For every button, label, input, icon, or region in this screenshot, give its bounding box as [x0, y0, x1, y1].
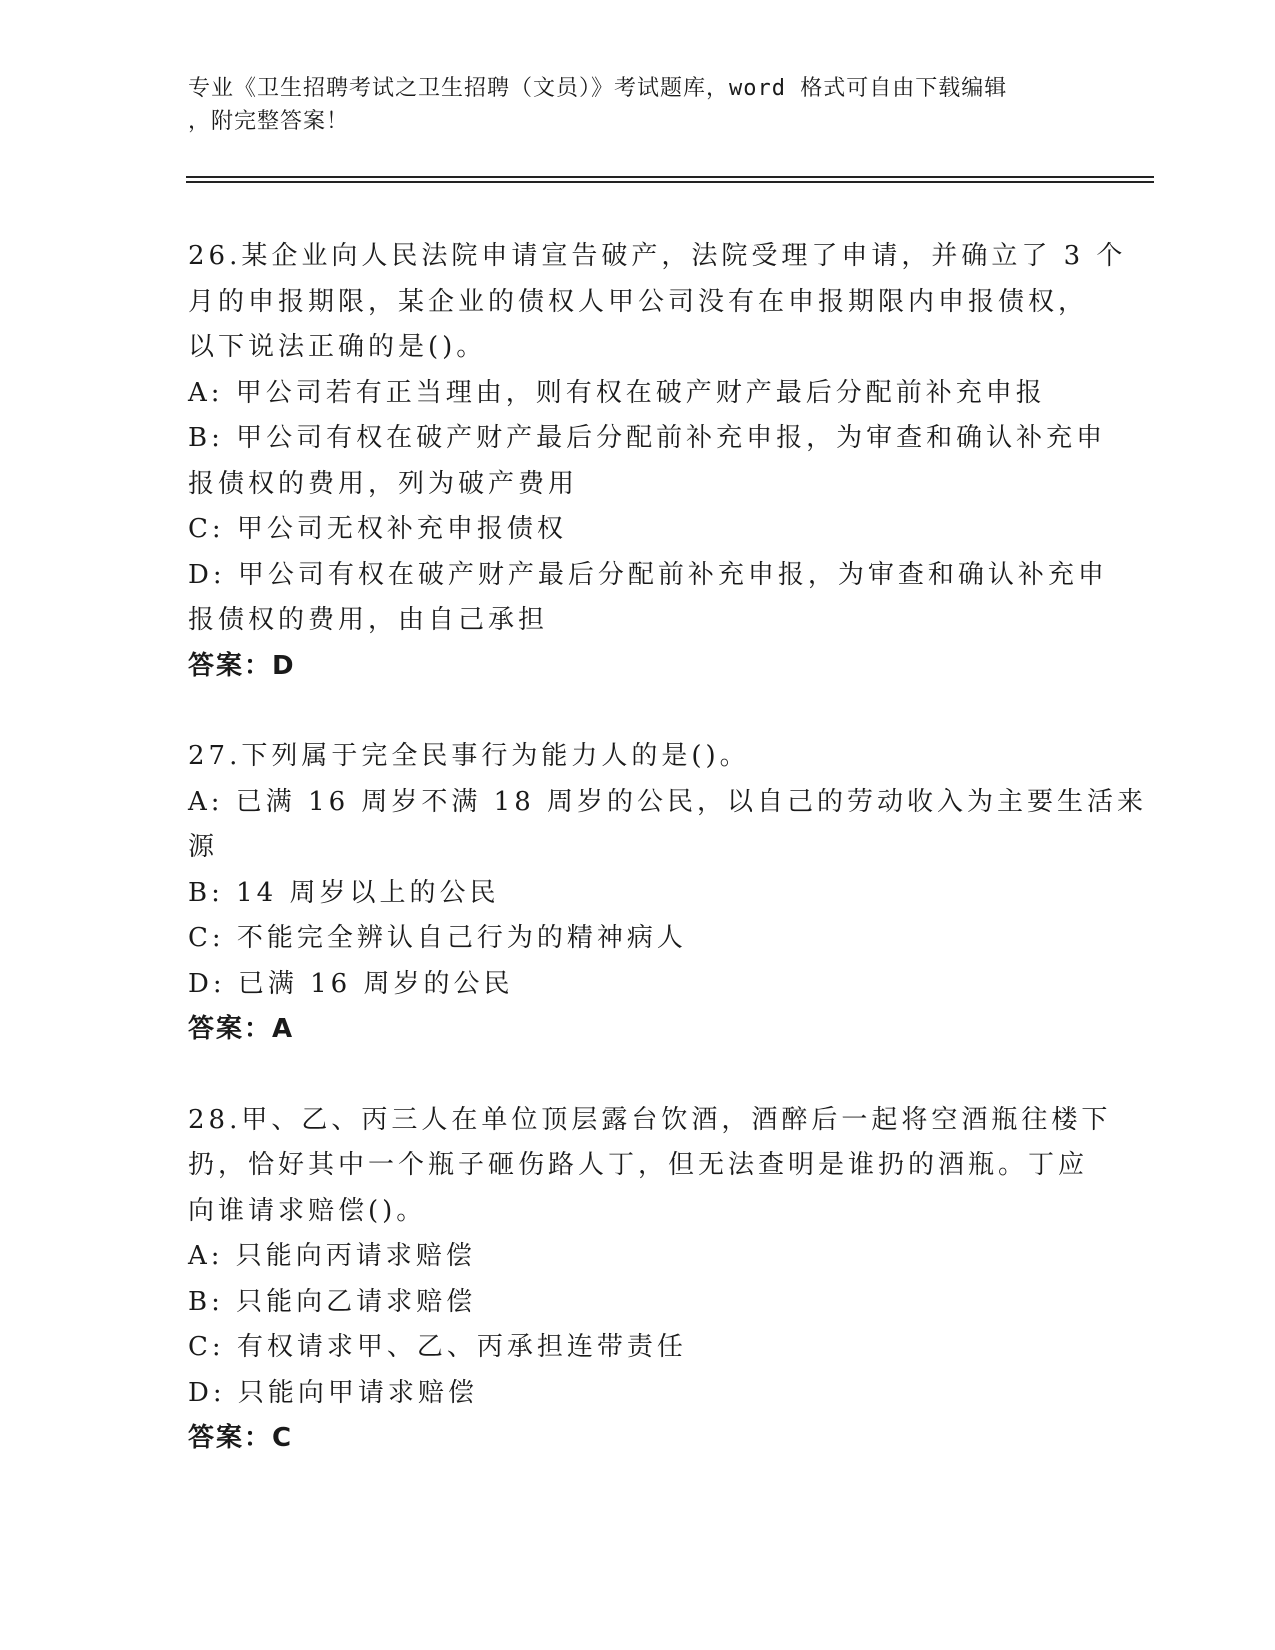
- header-divider-bottom: [186, 181, 1154, 183]
- option-b: B: 只能向乙请求赔偿: [188, 1286, 477, 1317]
- option-b: B: 甲公司有权在破产财产最后分配前补充申报，为审查和确认补充申: [188, 423, 1107, 453]
- document-header: [188, 72, 1088, 138]
- option-a: A: 甲公司若有正当理由，则有权在破产财产最后分配前补充申报: [188, 377, 1046, 408]
- header-line-2: ，附完整答案！: [188, 109, 350, 134]
- option-d-continued: 报债权的费用，由自己承担: [188, 605, 549, 635]
- question-27: [188, 734, 1148, 1053]
- option-c: C: 不能完全辨认自己行为的精神病人: [188, 923, 687, 953]
- question-stem-line: 月的申报期限，某企业的债权人甲公司没有在申报期限内申报债权，: [188, 286, 1089, 317]
- question-stem-line: 向谁请求赔偿()。: [188, 1195, 427, 1226]
- option-a-continued: 源: [188, 832, 219, 862]
- option-d: D: 只能向甲请求赔偿: [188, 1377, 478, 1408]
- answer-label: 答案：D: [188, 650, 296, 681]
- question-stem-line: 扔，恰好其中一个瓶子砸伤路人丁，但无法查明是谁扔的酒瓶。丁应: [188, 1150, 1089, 1180]
- question-stem-line: 28.甲、乙、丙三人在单位顶层露台饮酒，酒醉后一起将空酒瓶往楼下: [188, 1104, 1112, 1135]
- question-26: [188, 234, 1127, 689]
- option-c: C: 甲公司无权补充申报债权: [188, 514, 567, 544]
- option-d: D: 已满 16 周岁的公民: [188, 968, 514, 999]
- header-divider-top: [186, 176, 1154, 178]
- option-c: C: 有权请求甲、乙、丙承担连带责任: [188, 1332, 687, 1362]
- option-b-continued: 报债权的费用，列为破产费用: [188, 468, 579, 499]
- question-stem-line: 26.某企业向人民法院申请宣告破产，法院受理了申请，并确立了 3 个: [188, 241, 1127, 271]
- question-stem-line: 27.下列属于完全民事行为能力人的是()。: [188, 741, 750, 771]
- answer-label: 答案：A: [188, 1014, 295, 1044]
- answer-label: 答案：C: [188, 1423, 294, 1453]
- header-line-1: 专业《卫生招聘考试之卫生招聘（文员）》考试题库，word 格式可自由下载编辑: [188, 76, 1008, 101]
- question-28: [188, 1098, 1112, 1462]
- option-a: A: 只能向丙请求赔偿: [188, 1241, 476, 1271]
- question-list: [188, 234, 1148, 1462]
- question-stem-line: 以下说法正确的是()。: [188, 332, 487, 362]
- option-a: A: 已满 16 周岁不满 18 周岁的公民，以自己的劳动收入为主要生活来: [188, 786, 1148, 817]
- option-b: B: 14 周岁以上的公民: [188, 877, 500, 908]
- option-d: D: 甲公司有权在破产财产最后分配前补充申报，为审查和确认补充申: [188, 559, 1108, 590]
